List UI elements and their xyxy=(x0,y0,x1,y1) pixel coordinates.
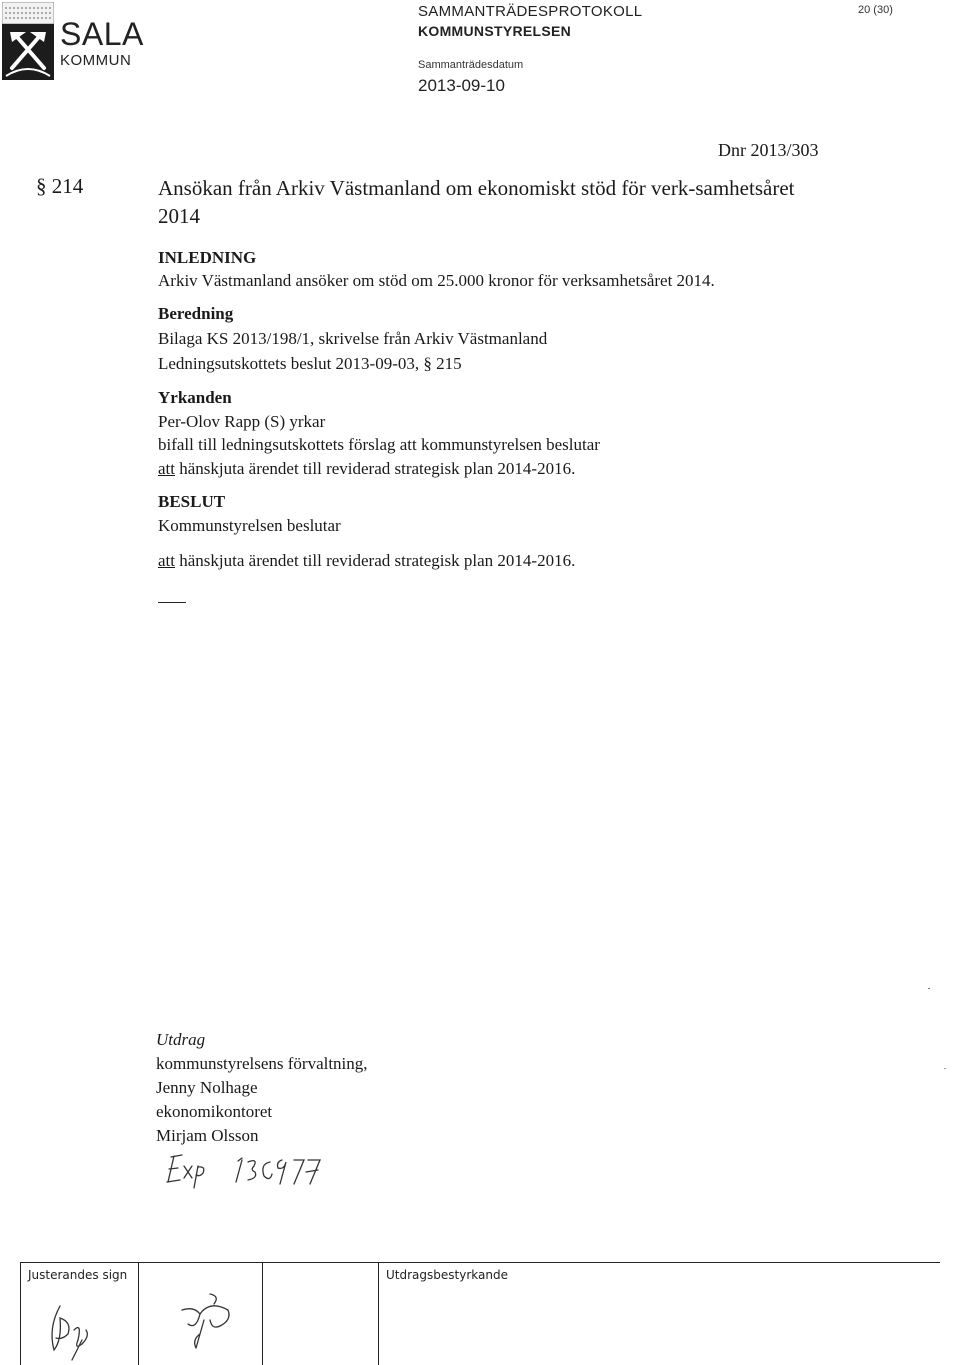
preparation-heading: Beredning xyxy=(158,304,234,323)
signature-table-top-border xyxy=(20,1262,940,1263)
excerpt-heading: Utdrag xyxy=(156,1030,206,1049)
preparation-line: Bilaga KS 2013/198/1, skrivelse från Arkiv Västmanland xyxy=(158,329,548,348)
decision-line: Kommunstyrelsen beslutar xyxy=(158,516,341,535)
intro-heading: INLEDNING xyxy=(158,248,257,267)
board-name: KOMMUNSTYRELSEN xyxy=(418,23,572,39)
motion-line: Per-Olov Rapp (S) yrkar xyxy=(158,412,326,431)
att-keyword: att xyxy=(158,459,175,478)
section-number: § 214 xyxy=(36,174,84,198)
sala-kommun-logo xyxy=(2,2,167,82)
handwritten-signature-1 xyxy=(38,1300,118,1362)
meeting-date: 2013-09-10 xyxy=(418,76,505,95)
excerpt-recipient: Jenny Nolhage xyxy=(156,1078,258,1097)
preparation-line: Ledningsutskottets beslut 2013-09-03, § 215 xyxy=(158,354,462,373)
excerpt-recipient: kommunstyrelsens förvaltning, xyxy=(156,1054,368,1073)
handwritten-dispatch-note xyxy=(160,1142,360,1192)
date-label: Sammanträdesdatum xyxy=(418,59,524,71)
signature-table-divider xyxy=(378,1262,379,1365)
att-keyword: att xyxy=(158,551,175,570)
logo-subtitle: KOMMUN xyxy=(60,52,132,69)
item-title: Ansökan från Arkiv Västmanland om ekonomiskt stöd för verk-samhetsåret 2014 xyxy=(158,176,795,228)
excerpt-recipient: Mirjam Olsson xyxy=(156,1126,259,1145)
decision-line-text: hänskjuta ärendet till reviderad strategisk plan 2014-2016. xyxy=(175,551,576,570)
page-number: 20 (30) xyxy=(858,4,893,16)
motion-line xyxy=(158,459,575,479)
signature-label-adjusters: Justerandes sign xyxy=(28,1268,128,1282)
end-rule xyxy=(158,602,186,603)
motion-heading: Yrkanden xyxy=(158,388,232,407)
motion-line-text: hänskjuta ärendet till reviderad strategisk plan 2014-2016. xyxy=(175,459,576,478)
signature-label-certification: Utdragsbestyrkande xyxy=(386,1268,508,1282)
signature-table-divider xyxy=(138,1262,139,1365)
excerpt-recipient: ekonomikontoret xyxy=(156,1102,273,1121)
scan-speck xyxy=(944,1068,946,1069)
scan-speck xyxy=(928,988,930,989)
signature-table-divider xyxy=(20,1262,21,1365)
handwritten-signature-2 xyxy=(170,1290,250,1352)
signature-table-divider xyxy=(262,1262,263,1365)
logo-name: SALA xyxy=(60,16,144,52)
decision-heading: BESLUT xyxy=(158,492,226,511)
decision-line xyxy=(158,551,575,571)
document-type: SAMMANTRÄDESPROTOKOLL xyxy=(418,3,643,20)
intro-text: Arkiv Västmanland ansöker om stöd om 25.000 kronor för verksamhetsåret 2014. xyxy=(158,271,715,290)
motion-line: bifall till ledningsutskottets förslag att kommunstyrelsen beslutar xyxy=(158,435,600,454)
case-number: Dnr 2013/303 xyxy=(718,140,819,160)
municipal-emblem-icon xyxy=(2,2,54,80)
